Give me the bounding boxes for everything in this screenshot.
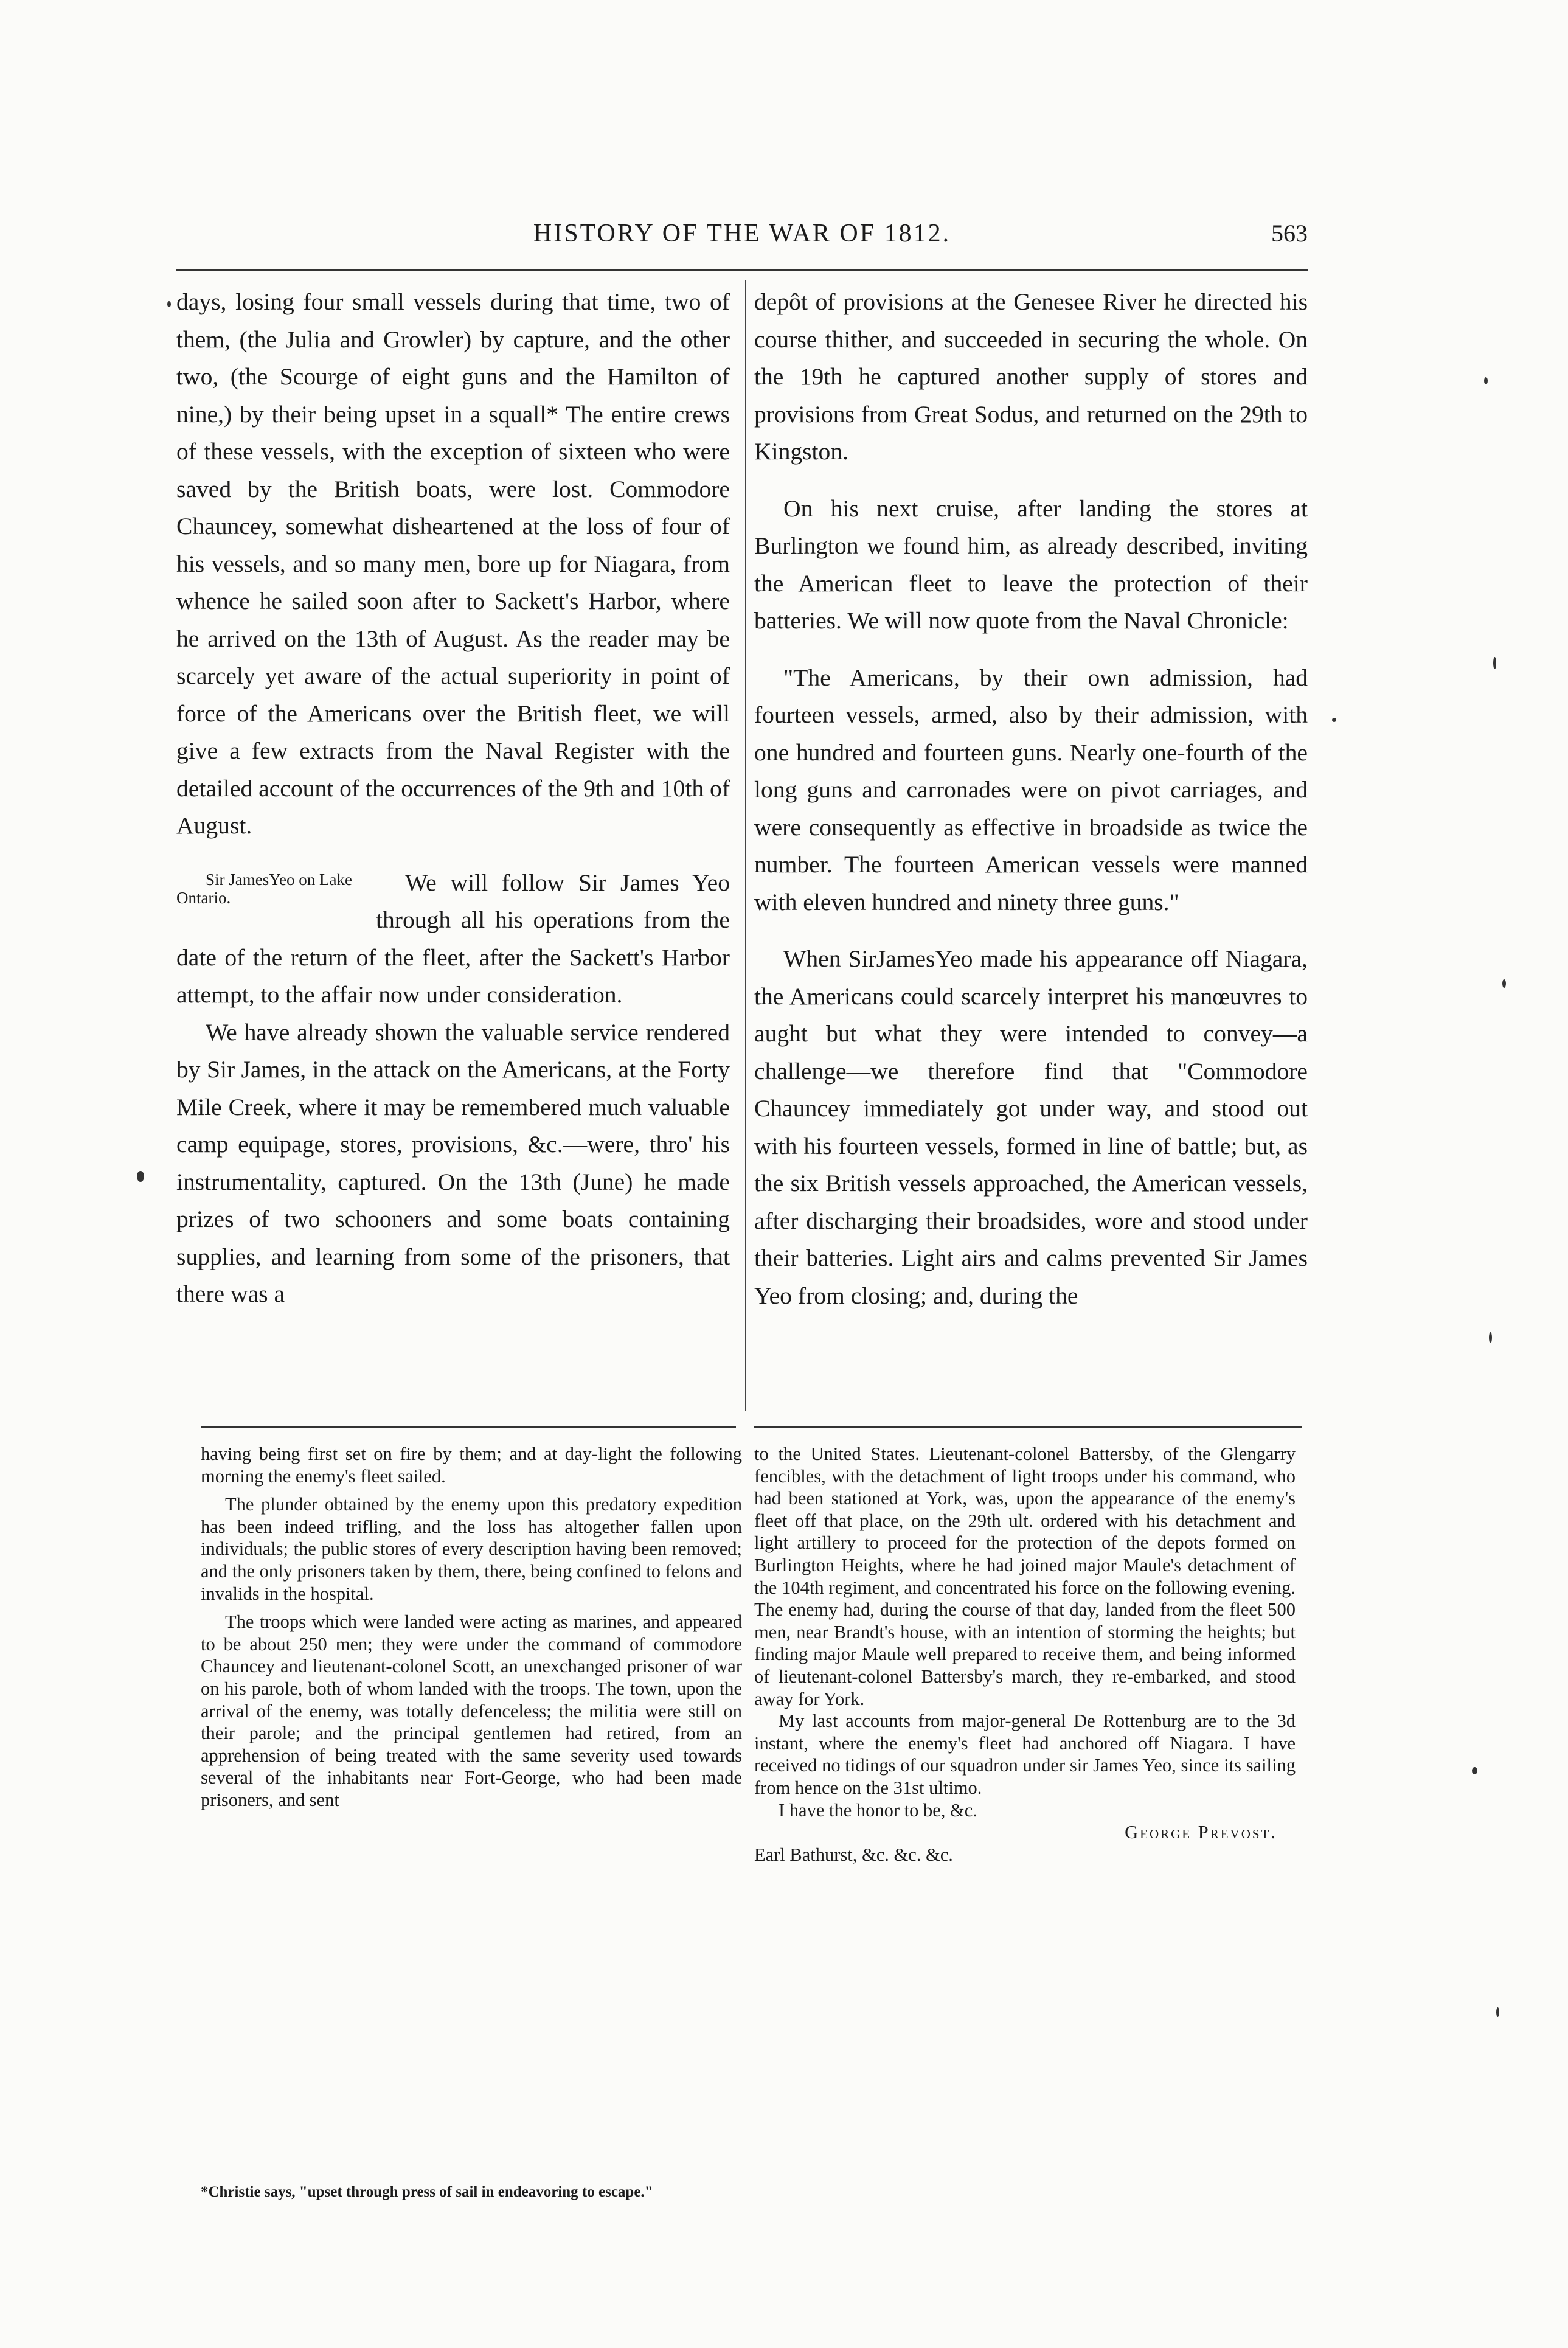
right-paragraph-2: On his next cruise, after landing the stores at Burlington we found him, as already described, inviting the American fleet to leave the protection of their batteries. We will now quote from the Naval Chronicle: xyxy=(754,495,1308,634)
note-right-paragraph-1: to the United States. Lieutenant-colonel Battersby, of the Glengarry fencibles, with the detachment of light troops under his command, who had been stationed at York, was, upon the appearance of the enemy's fleet off that place, on the 29th ult. ordered with his detachment and light artillery to proceed for the protection of the depots formed on Burlington Heights, where he had joined major Maule's detachment of the 104th regiment, and concentrated his force on the following evening. The enemy had, during the course of that day, landed from the fleet 500 men, near Brandt's house, with an intention of storming the heights; but finding major Maule well prepared to receive them, and being informed of lieutenant-colonel Battersby's march, they re-embarked, and stood away for York. xyxy=(754,1443,1296,1709)
notes-rule-left xyxy=(201,1426,736,1428)
note-right-paragraph-2: My last accounts from major-general De Rottenburg are to the 3d instant, where the enemy's fleet had anchored off Niagara. I have received no tidings of our squadron under sir James Yeo, since its sailing from hence on the 31st ultimo. xyxy=(754,1711,1296,1798)
scan-speckle xyxy=(1489,1332,1492,1343)
note-left-paragraph-1: having being first set on fire by them; and at day-light the following morning the enemy's fleet sailed. xyxy=(201,1443,742,1487)
footnote: *Christie says, "upset through press of sail in endeavoring to escape." xyxy=(201,2184,653,2200)
left-column xyxy=(176,283,730,1415)
right-paragraph-4: When SirJamesYeo made his appearance off Niagara, the Americans could scarcely interpret his manœuvres to aught but what they were intended to convey—a challenge—we therefore find that "Commodore Chauncey immediately got under way, and stood out with his fourteen vessels, formed in line of battle; but, as the six British vessels approached, the American vessels, after discharging their broadsides, wore and stood under their batteries. Light airs and calms prevented Sir James Yeo from closing; and, during the xyxy=(754,945,1308,1309)
note-left-paragraph-2: The plunder obtained by the enemy upon this predatory expedition has been indeed trifling, and the loss has altogether fallen upon individuals; the public stores of every description having been removed; and the only prisoners taken by them, there, being confined to felons and invalids in the hospital. xyxy=(201,1494,742,1604)
column-divider xyxy=(745,280,746,1411)
scan-speckle xyxy=(1496,2007,1499,2017)
scan-speckle xyxy=(1493,657,1496,669)
marginal-sidenote: Sir JamesYeo on Lake Ontario. xyxy=(176,870,352,907)
left-paragraph-1: days, losing four small vessels during that time, two of them, (the Julia and Growler) by capture, and the other two, (the Scourge of eight guns and the Hamilton of nine,) by their being upset in a squall* The entire crews of these vessels, with the exception of sixteen who were saved by the British boats, were lost. Commodore Chauncey, somewhat disheartened at the loss of four of his vessels, and so many men, bore up for Niagara, from whence he sailed soon after to Sackett's Harbor, where he arrived on the 13th of August. As the reader may be scarcely yet aware of the actual superiority in point of force of the Americans over the British fleet, we will give a few extracts from the Naval Register with the detailed account of the occurrences of the 9th and 10th of August. xyxy=(176,288,730,839)
scan-speckle xyxy=(1502,979,1506,988)
scan-speckle xyxy=(1332,718,1336,722)
note-left-paragraph-3: The troops which were landed were acting as marines, and appeared to be about 250 men; they were under the command of commodore Chauncey and lieutenant-colonel Scott, an unexchanged prisoner of war on his parole, both of whom landed with the troops. The town, upon the arrival of the enemy, was totally defenceless; the militia were still on their parole; and the principal gentlemen had retired, from an apprehension of being treated with the same severity used towards several of the inhabitants near Fort-George, who had been made prisoners, and sent xyxy=(201,1611,742,1810)
scan-speckle xyxy=(1484,377,1488,384)
signature: George Prevost. xyxy=(1125,1822,1277,1843)
addressee: Earl Bathurst, &c. &c. &c. xyxy=(754,1844,953,1865)
right-paragraph-1: depôt of provisions at the Genesee River he directed his course thither, and succeeded in securing the whole. On the 19th he captured another supply of stores and provisions from Great Sodus, and returned on the 29th to Kingston. xyxy=(754,288,1308,465)
notes-rule-right xyxy=(754,1426,1302,1428)
notes-right-column xyxy=(754,1443,1296,2203)
right-paragraph-3-quote: "The Americans, by their own admission, had fourteen vessels, armed, also by their admission, with one hundred and fourteen guns. Nearly one-fourth of the long guns and carronades were on pivot carriages, and were consequently as effective in broadside as twice the number. The fourteen American vessels were manned with eleven hundred and ninety three guns." xyxy=(754,664,1308,915)
left-paragraph-2-text: We will follow Sir James Yeo through all his operations from the date of the return of the fleet, after the Sackett's Harbor attempt, to the affair now under consideration. xyxy=(176,869,730,1008)
note-right-paragraph-3: I have the honor to be, &c. xyxy=(779,1799,977,1821)
left-paragraph-3: We have already shown the valuable service rendered by Sir James, in the attack on the Americans, at the Forty Mile Creek, where it may be remembered much valuable camp equipage, stores, provisions, &c.—were, thro' his instrumentality, captured. On the 13th (June) he made prizes of two schooners and some boats containing supplies, and learning from some of the prisoners, that there was a xyxy=(176,1018,730,1307)
notes-left-column xyxy=(201,1443,742,2203)
left-paragraph-2 xyxy=(176,864,730,1014)
header-rule xyxy=(176,269,1308,271)
scan-speckle xyxy=(137,1171,144,1182)
page-number: 563 xyxy=(1271,220,1308,247)
page-title: HISTORY OF THE WAR OF 1812. xyxy=(533,220,951,248)
running-header xyxy=(176,219,1308,262)
scan-speckle xyxy=(1472,1767,1477,1774)
right-column xyxy=(754,283,1308,1415)
scan-speckle xyxy=(167,301,171,307)
